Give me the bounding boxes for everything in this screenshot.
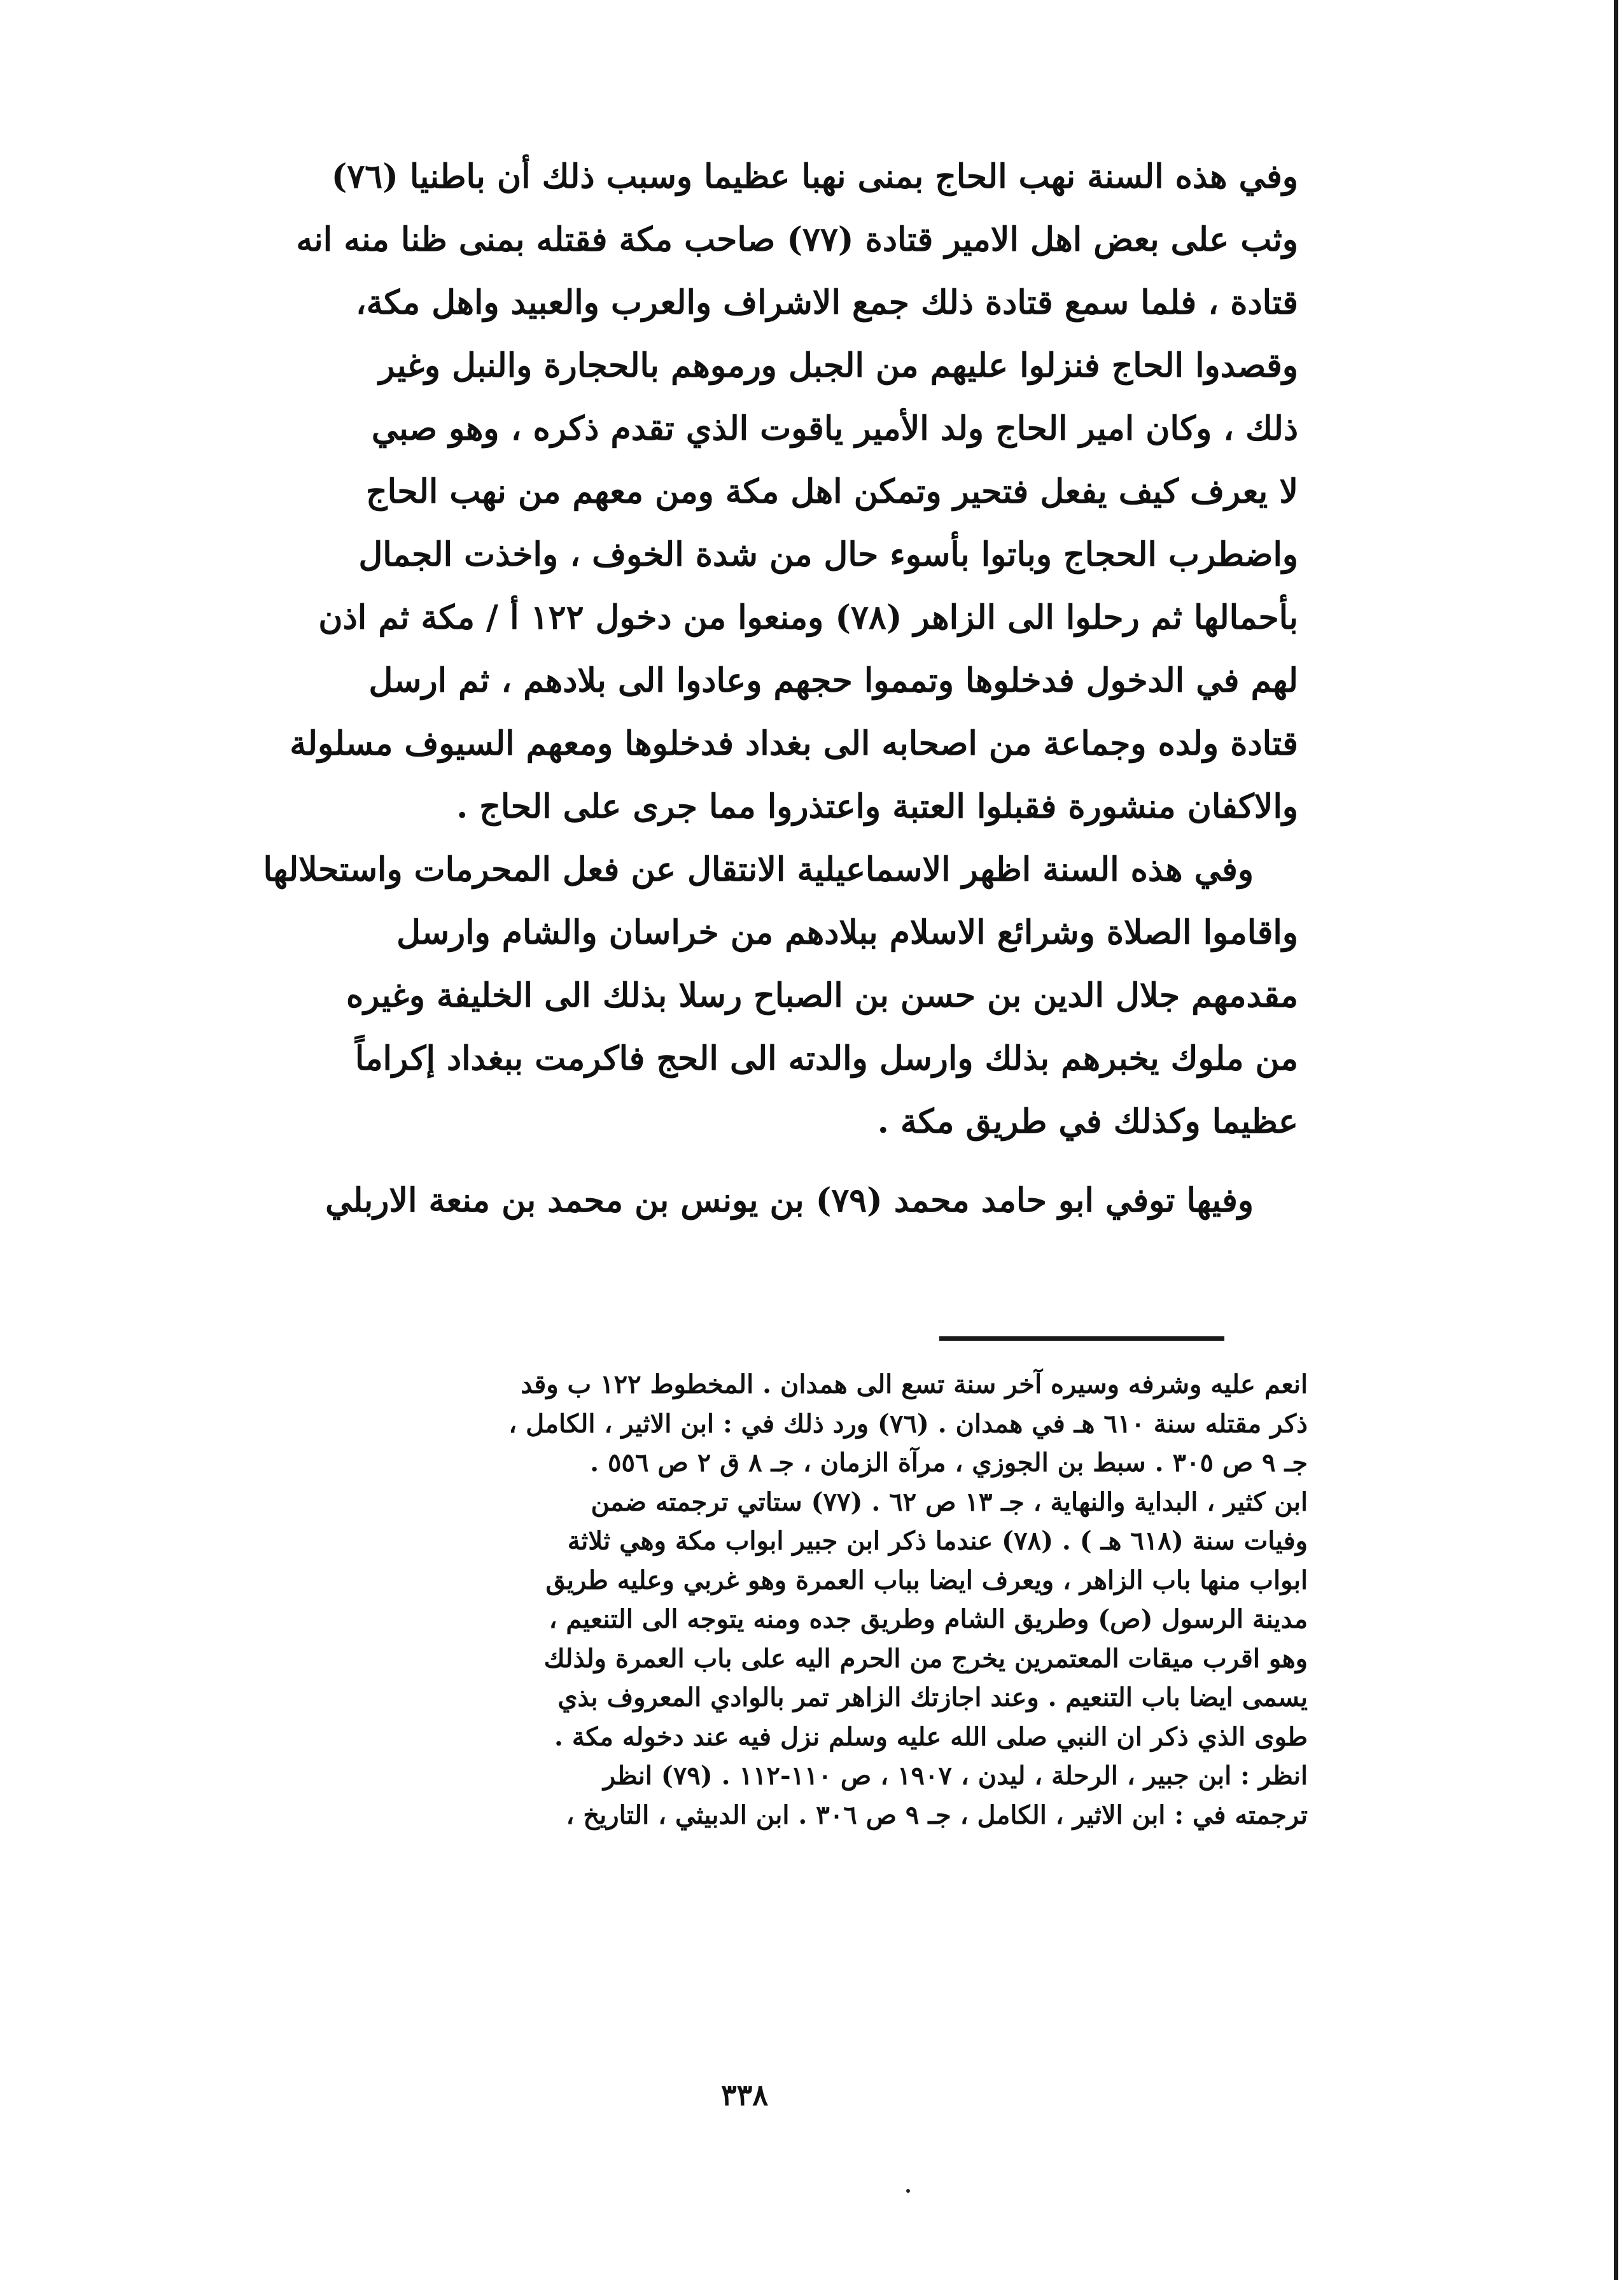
footnote-line: وهو اقرب ميقات المعتمرين يخرج من الحرم اليه على باب العمرة ولذلك — [543, 1643, 1308, 1674]
paragraph-2-line: من ملوك يخبرهم بذلك وارسل والدته الى الحج فاكرمت ببغداد إكراماً — [354, 1039, 1298, 1078]
main-text-line: قتادة ، فلما سمع قتادة ذلك جمع الاشراف والعرب والعبيد واهل مكة، — [355, 283, 1298, 322]
footnote-line: يسمى ايضا باب التنعيم . وعند اجازتك الزاهر تمر بالوادي المعروف بذي — [557, 1682, 1308, 1712]
main-text-line: بأحمالها ثم رحلوا الى الزاهر (٧٨) ومنعوا من دخول ١٢٢ أ / مكة ثم اذن — [318, 598, 1298, 637]
main-text-line: لهم في الدخول فدخلوها وتمموا حجهم وعادوا الى بلادهم ، ثم ارسل — [368, 661, 1298, 700]
paragraph-2-line: وفي هذه السنة اظهر الاسماعيلية الانتقال عن فعل المحرمات واستحلالها — [263, 850, 1254, 889]
page-number: ٣٣٨ — [720, 2078, 769, 2112]
footnote-line: انعم عليه وشرفه وسيره آخر سنة تسع الى همدان . المخطوط ١٢٢ ب وقد — [521, 1369, 1308, 1399]
main-text-line: واضطرب الحجاج وباتوا بأسوء حال من شدة الخوف ، واخذت الجمال — [358, 535, 1298, 574]
main-text-line: والاكفان منشورة فقبلوا العتبة واعتذروا مما جرى على الحاج . — [456, 787, 1298, 826]
paragraph-2-line: عظيما وكذلك في طريق مكة . — [877, 1102, 1298, 1141]
footnote-line: ابواب منها باب الزاهر ، ويعرف ايضا بباب العمرة وهو غربي وعليه طريق — [545, 1565, 1308, 1595]
page-edge-rule — [1614, 0, 1618, 2280]
footnote-separator — [939, 1336, 1224, 1341]
main-text-line: قتادة ولده وجماعة من اصحابه الى بغداد فدخلوها ومعهم السيوف مسلولة — [290, 724, 1298, 763]
footnote-line: ترجمته في : ابن الاثير ، الكامل ، جـ ٩ ص ٣٠٦ . ابن الدبيثي ، التاريخ ، — [566, 1800, 1308, 1830]
footnote-line: جـ ٩ ص ٣٠٥ . سبط بن الجوزي ، مرآة الزمان ، جـ ٨ ق ٢ ص ٥٥٦ . — [590, 1448, 1308, 1478]
main-text-line: وفي هذه السنة نهب الحاج بمنى نهبا عظيما وسبب ذلك أن باطنيا (٧٦) — [331, 157, 1298, 196]
main-text-line: وثب على بعض اهل الامير قتادة (٧٧) صاحب مكة فقتله بمنى ظنا منه انه — [296, 220, 1298, 259]
paragraph-3-line: وفيها توفي ابو حامد محمد (٧٩) بن يونس بن محمد بن منعة الاربلي — [325, 1181, 1254, 1220]
footnote-line: وفيات سنة (٦١٨ هـ ) . (٧٨) عندما ذكر ابن جبير ابواب مكة وهي ثلاثة — [567, 1526, 1308, 1556]
footnote-line: مدينة الرسول (ص) وطريق الشام وطريق جده ومنه يتوجه الى التنعيم ، — [549, 1604, 1308, 1634]
footnote-line: طوى الذي ذكر ان النبي صلى الله عليه وسلم نزل فيه عند دخوله مكة . — [554, 1721, 1308, 1752]
footnotes — [143, 1365, 1308, 1835]
paragraph-2-line: واقاموا الصلاة وشرائع الاسلام ببلادهم من خراسان والشام وارسل — [396, 913, 1298, 952]
main-text-line: وقصدوا الحاج فنزلوا عليهم من الجبل ورموهم بالحجارة والنبل وغير — [379, 346, 1298, 385]
footnote-line: ذكر مقتله سنة ٦١٠ هـ في همدان . (٧٦) ورد ذلك في : ابن الاثير ، الكامل ، — [508, 1408, 1308, 1439]
footnote-line: ابن كثير ، البداية والنهاية ، جـ ١٣ ص ٦٢ . (٧٧) ستاتي ترجمته ضمن — [591, 1486, 1308, 1517]
main-text — [134, 145, 1298, 1232]
paragraph-2-line: مقدمهم جلال الدين بن حسن بن الصباح رسلا بذلك الى الخليفة وغيره — [346, 976, 1298, 1015]
main-text-line: ذلك ، وكان امير الحاج ولد الأمير ياقوت الذي تقدم ذكره ، وهو صبي — [371, 409, 1298, 448]
main-text-line: لا يعرف كيف يفعل فتحير وتمكن اهل مكة ومن معهم من نهب الحاج — [366, 472, 1298, 511]
footnote-line: انظر : ابن جبير ، الرحلة ، ليدن ، ١٩٠٧ ، ص ١١٠-١١٢ . (٧٩) انظر — [603, 1761, 1308, 1791]
scan-dot — [906, 2189, 910, 2193]
